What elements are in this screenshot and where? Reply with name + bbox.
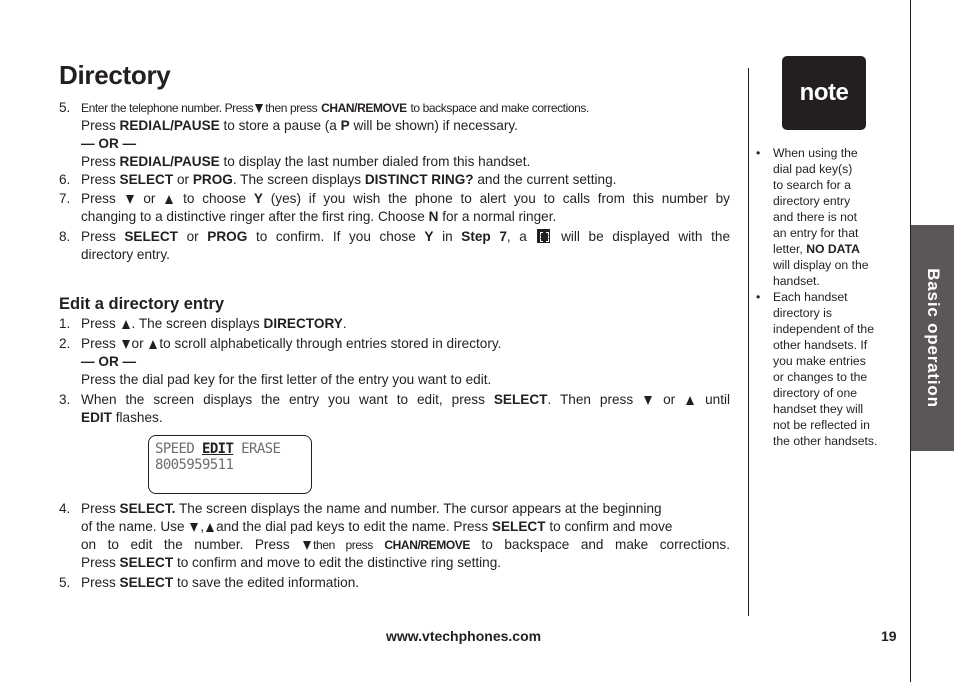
step-text: flashes. — [115, 410, 163, 425]
step-text: Press — [81, 501, 116, 516]
up-arrow-icon — [165, 195, 173, 204]
distinctive-ring-icon — [537, 229, 550, 243]
step-number: 5. — [59, 100, 71, 115]
step-text: or — [176, 172, 190, 187]
step-text: . — [342, 316, 347, 331]
step-text: . The screen displays — [232, 172, 362, 187]
step-text: . The screen displays — [131, 316, 260, 331]
key-name: SELECT — [119, 172, 174, 187]
note-line: dial pad key(s) — [773, 162, 853, 176]
step-text: Press — [81, 336, 116, 351]
step-text: or — [663, 392, 676, 407]
key-name: PROG — [192, 172, 233, 187]
note-line: handset. — [773, 274, 820, 288]
step-number: 5. — [59, 575, 71, 590]
step-text: Press — [81, 555, 116, 570]
note-line: When using the — [773, 146, 858, 160]
note-line: not be reflected in — [773, 418, 870, 432]
step-text: to save the edited information. — [176, 575, 360, 590]
down-arrow-icon — [122, 340, 130, 349]
key-name: SELECT — [119, 555, 174, 570]
up-arrow-icon — [206, 523, 214, 532]
down-arrow-icon — [190, 523, 198, 532]
step-text: Press — [81, 316, 116, 331]
key-name: SELECT — [124, 229, 178, 244]
step-text: , — [200, 519, 205, 534]
step-text: will be shown) if necessary. — [353, 118, 518, 133]
lcd-option-edit: EDIT — [202, 441, 234, 457]
note-line: you make entries — [773, 354, 866, 368]
key-name: SELECT — [491, 519, 546, 534]
key-name: P — [340, 118, 350, 133]
step-text: The screen displays the name and number. The cursor appears at the beginning — [178, 501, 662, 516]
footer-url: www.vtechphones.com — [386, 628, 542, 644]
step-text: changing to a distinctive ringer after the first ring. Choose — [81, 209, 425, 224]
or-divider: — OR — — [81, 354, 137, 369]
step-text: or — [143, 191, 156, 206]
down-arrow-icon — [255, 104, 263, 113]
up-arrow-icon — [122, 320, 130, 329]
step-text: of the name. Use — [81, 519, 185, 534]
key-name: CHAN/REMOVE — [384, 538, 470, 552]
page-number: 19 — [881, 628, 897, 644]
key-name: SELECT — [119, 575, 174, 590]
step-text: (yes) if you wish the phone to alert you to calls from this number by — [270, 191, 730, 206]
step-number: 6. — [59, 172, 71, 187]
down-arrow-icon — [644, 396, 652, 405]
note-line: Each handset — [773, 290, 848, 304]
step-number: 7. — [59, 191, 71, 206]
down-arrow-icon — [303, 541, 311, 550]
step-text: or — [131, 336, 144, 351]
lcd-option-erase: ERASE — [241, 441, 281, 457]
key-name: EDIT — [81, 410, 112, 425]
note-line: directory of one — [773, 386, 858, 400]
note-item-1 — [773, 145, 901, 289]
note-line: independent of the — [773, 322, 874, 336]
note-line: handset they will — [773, 402, 864, 416]
step-number: 4. — [59, 501, 71, 516]
note-line: will display on the — [773, 258, 869, 272]
step-text: and the current setting. — [477, 172, 617, 187]
note-line: the other handsets. — [773, 434, 878, 448]
step-text: for a normal ringer. — [442, 209, 557, 224]
note-line: to search for a — [773, 178, 851, 192]
step-text: to display the last number dialed from this handset. — [223, 154, 531, 169]
step-text: Press — [81, 575, 116, 590]
key-name: Step 7 — [461, 229, 507, 244]
note-line: other handsets. If — [773, 338, 868, 352]
key-name: REDIAL/PAUSE — [119, 154, 220, 169]
step-text: to backspace and make corrections. — [481, 537, 730, 552]
step-number: 2. — [59, 336, 71, 351]
column-divider — [748, 68, 749, 616]
lcd-number: 8005959511 — [155, 457, 234, 473]
note-line: letter, — [773, 242, 803, 256]
section-heading: Edit a directory entry — [59, 295, 225, 313]
key-name: Y — [253, 191, 263, 206]
or-divider: — OR — — [81, 136, 137, 151]
step-text: will be displayed with the — [561, 229, 730, 244]
page-title: Directory — [59, 60, 171, 90]
key-name: SELECT — [493, 392, 548, 407]
step-text: Press — [81, 191, 116, 206]
step-text: then press — [313, 538, 373, 552]
step-number: 1. — [59, 316, 71, 331]
step-text: until — [705, 392, 731, 407]
step-text: in — [442, 229, 453, 244]
step-text: Press — [81, 172, 116, 187]
step-text: , a — [506, 229, 527, 244]
step-text: When the screen displays the entry you want to edit, press — [81, 392, 485, 407]
note-line: and there is not — [773, 210, 858, 224]
step-text: to store a pause (a — [223, 118, 337, 133]
bullet: • — [756, 146, 761, 160]
step-text: . Then press — [547, 392, 634, 407]
note-line: directory is — [773, 306, 832, 320]
step-text: Press — [81, 118, 116, 133]
step-text: directory entry. — [81, 247, 170, 262]
lcd-screen — [148, 435, 312, 494]
key-name: REDIAL/PAUSE — [119, 118, 220, 133]
note-item-2 — [773, 289, 901, 449]
key-name: N — [428, 209, 439, 224]
step-text: to confirm and move — [549, 519, 673, 534]
step-text: to confirm and move to edit the distinctive ring setting. — [176, 555, 502, 570]
key-name: DISTINCT RING? — [364, 172, 474, 187]
step-text: to scroll alphabetically through entries stored in directory. — [159, 336, 502, 351]
lcd-menu-row — [155, 441, 311, 457]
step-text: to confirm. If you chose — [255, 229, 416, 244]
step-text: Enter the telephone number. Press — [81, 101, 254, 115]
step-text: Press — [81, 154, 116, 169]
key-name: PROG — [207, 229, 248, 244]
note-line: or changes to the — [773, 370, 868, 384]
key-name: SELECT. — [119, 501, 176, 516]
step-text: to choose — [183, 191, 247, 206]
step-text: or — [186, 229, 199, 244]
up-arrow-icon — [149, 340, 157, 349]
step-text: to backspace and make corrections. — [410, 101, 589, 115]
step-text: on to edit the number. Press — [81, 537, 290, 552]
step-number: 8. — [59, 229, 71, 244]
step-text: and the dial pad keys to edit the name. Press — [216, 519, 489, 534]
lcd-option-speed: SPEED — [155, 441, 195, 457]
key-name: DIRECTORY — [263, 316, 343, 331]
step-text: then press — [265, 101, 318, 115]
section-tab-label: Basic operation — [924, 268, 943, 408]
step-text: Press the dial pad key for the first letter of the entry you want to edit. — [81, 372, 492, 387]
up-arrow-icon — [686, 396, 694, 405]
step-text: Press — [81, 229, 116, 244]
note-badge: note — [782, 56, 866, 130]
note-keyword: NO DATA — [806, 242, 860, 256]
down-arrow-icon — [126, 195, 134, 204]
note-line: an entry for that — [773, 226, 859, 240]
key-name: CHAN/REMOVE — [321, 101, 407, 115]
key-name: Y — [424, 229, 434, 244]
bullet: • — [756, 290, 761, 304]
note-line: directory entry — [773, 194, 851, 208]
step-number: 3. — [59, 392, 71, 407]
